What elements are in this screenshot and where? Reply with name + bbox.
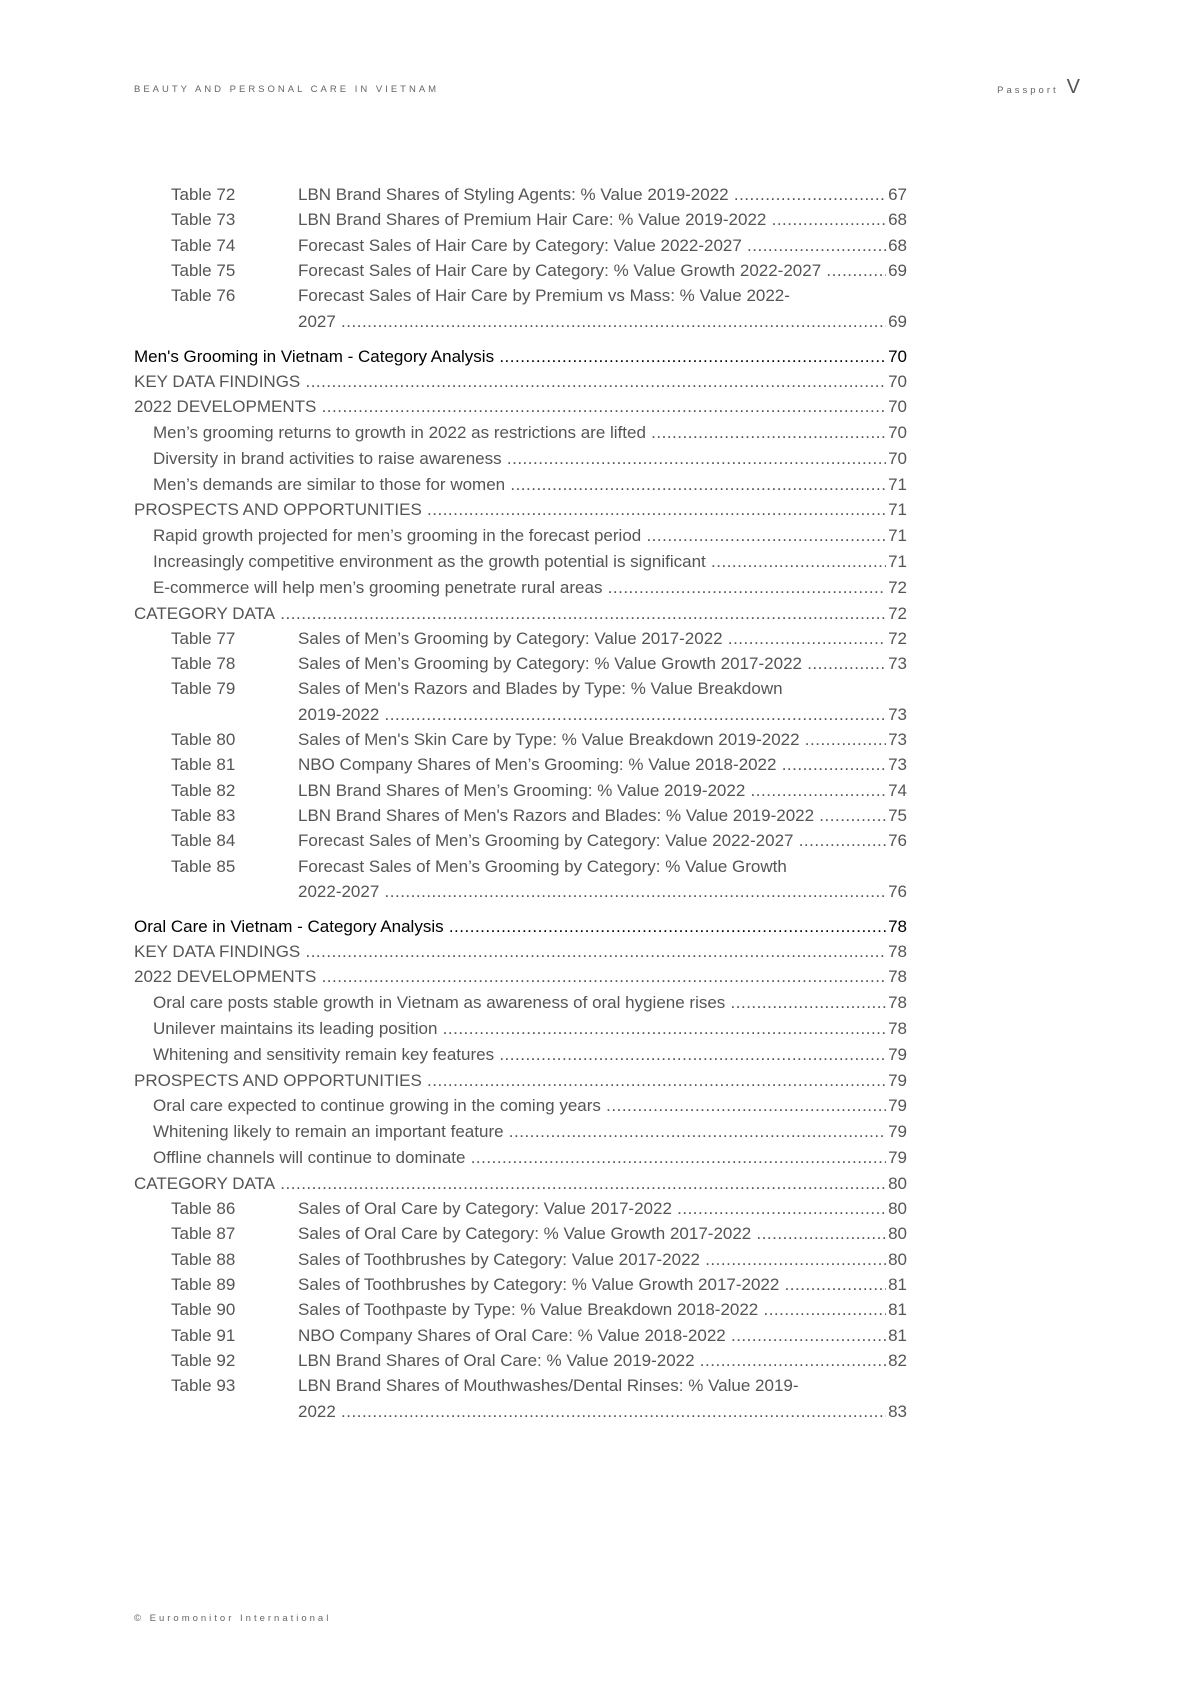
toc-entry-title: Men’s demands are similar to those for women .....	[153, 474, 886, 496]
toc-entry-page: 79	[888, 1122, 907, 1142]
running-header-brand	[997, 76, 1080, 99]
toc-entry[interactable]	[298, 184, 907, 206]
toc-entry-title: PROSPECTS AND OPPORTUNITIES .....	[134, 499, 886, 521]
toc-entry[interactable]	[298, 704, 907, 726]
toc-entry[interactable]	[298, 1325, 907, 1347]
toc-entry-page: 70	[888, 422, 907, 442]
toc-entry[interactable]	[134, 966, 907, 988]
table-number: Table 76	[171, 286, 236, 306]
table-number: Table 88	[171, 1249, 236, 1269]
toc-entry-page: 71	[888, 526, 907, 546]
toc-entry-title: Sales of Men’s Grooming by Category: % Value Growth 2017-2022 .....	[298, 653, 886, 675]
toc-entry[interactable]	[134, 1070, 907, 1092]
toc-entry-page: 78	[888, 1019, 907, 1038]
table-number: Table 81	[171, 755, 236, 775]
toc-entry[interactable]	[298, 805, 907, 827]
toc-entry-title: Whitening and sensitivity remain key features .....	[153, 1044, 886, 1066]
toc-entry-page: 70	[888, 371, 907, 391]
toc-entry[interactable]	[298, 780, 907, 802]
toc-entry-page: 78	[888, 916, 907, 936]
running-header-title: BEAUTY AND PERSONAL CARE IN VIETNAM	[134, 84, 440, 95]
toc-entry-page: 72	[888, 577, 907, 597]
toc-entry[interactable]	[153, 448, 907, 470]
toc-entry[interactable]	[298, 1401, 907, 1423]
toc-entry-title: 2019-2022 .....	[298, 704, 886, 726]
toc-entry[interactable]	[298, 1223, 907, 1245]
toc-entry-page: 81	[888, 1275, 907, 1294]
toc-entry[interactable]	[153, 551, 907, 573]
toc-entry-page: 79	[888, 1070, 907, 1090]
toc-entry-page: 69	[888, 311, 907, 331]
toc-entry-title: Whitening likely to remain an important feature .....	[153, 1121, 886, 1143]
toc-entry-title: Sales of Toothbrushes by Category: % Value Growth 2017-2022 .....	[298, 1274, 886, 1296]
toc-entry-page: 80	[888, 1249, 907, 1269]
toc-entry-title: Oral Care in Vietnam - Category Analysis .....	[134, 916, 886, 938]
table-number: Table 90	[171, 1300, 236, 1320]
toc-entry-page: 70	[888, 448, 907, 468]
toc-entry-title: PROSPECTS AND OPPORTUNITIES .....	[134, 1070, 886, 1092]
toc-entry-title: Oral care expected to continue growing in the coming years .....	[153, 1095, 886, 1117]
toc-entry-page: 79	[888, 1148, 907, 1167]
toc-entry-title: Forecast Sales of Men’s Grooming by Category: Value 2022-2027 .....	[298, 830, 886, 852]
toc-entry-page: 83	[888, 1401, 907, 1421]
toc-entry-page: 73	[888, 654, 907, 674]
toc-entry-page: 80	[888, 1173, 907, 1193]
toc-entry[interactable]	[153, 1121, 907, 1143]
toc-entry-title-line1: Forecast Sales of Hair Care by Premium vs Mass: % Value 2022-	[298, 286, 790, 306]
toc-entry-title: Unilever maintains its leading position .....	[153, 1018, 886, 1040]
toc-entry-title: LBN Brand Shares of Premium Hair Care: % Value 2019-2022 .....	[298, 209, 886, 231]
toc-entry-title: Forecast Sales of Hair Care by Category: Value 2022-2027 .....	[298, 235, 886, 257]
toc-entry-title: Increasingly competitive environment as the growth potential is significant .....	[153, 551, 886, 573]
toc-entry-page: 78	[888, 942, 907, 962]
toc-entry[interactable]	[298, 1198, 907, 1220]
toc-entry-title: E-commerce will help men’s grooming penetrate rural areas .....	[153, 577, 886, 599]
toc-entry-page: 76	[888, 831, 907, 851]
toc-entry-title: Men's Grooming in Vietnam - Category Analysis .....	[134, 346, 886, 368]
toc-entry-title: LBN Brand Shares of Oral Care: % Value 2019-2022 .....	[298, 1350, 886, 1372]
table-number: Table 78	[171, 654, 236, 674]
table-number: Table 89	[171, 1275, 236, 1294]
toc-entry[interactable]	[153, 992, 907, 1014]
toc-entry[interactable]	[153, 422, 907, 444]
toc-entry-page: 80	[888, 1224, 907, 1244]
toc-entry-page: 79	[888, 1044, 907, 1064]
toc-entry-page: 81	[888, 1300, 907, 1320]
toc-entry[interactable]	[153, 525, 907, 547]
toc-entry[interactable]	[298, 311, 907, 333]
toc-entry-page: 71	[888, 551, 907, 571]
toc-entry[interactable]	[134, 371, 907, 393]
table-number: Table 93	[171, 1376, 236, 1396]
page-number: V	[1066, 76, 1080, 98]
toc-entry-title: LBN Brand Shares of Men's Razors and Blades: % Value 2019-2022 .....	[298, 805, 886, 827]
toc-entry[interactable]	[134, 499, 907, 521]
toc-entry[interactable]	[153, 577, 907, 599]
toc-entry-title: 2022 DEVELOPMENTS .....	[134, 966, 886, 988]
toc-entry[interactable]	[298, 1274, 907, 1296]
toc-entry[interactable]	[153, 1044, 907, 1066]
toc-entry[interactable]	[134, 396, 907, 418]
table-number: Table 72	[171, 185, 236, 204]
toc-entry-title: NBO Company Shares of Oral Care: % Value 2018-2022 .....	[298, 1325, 886, 1347]
toc-entry[interactable]	[134, 346, 907, 368]
toc-entry-title: Men’s grooming returns to growth in 2022 as restrictions are lifted .....	[153, 422, 886, 444]
toc-entry[interactable]	[153, 474, 907, 496]
toc-entry-page: 71	[888, 500, 907, 520]
toc-entry-title: LBN Brand Shares of Styling Agents: % Value 2019-2022 .....	[298, 184, 886, 206]
toc-entry-page: 73	[888, 730, 907, 749]
toc-entry-page: 75	[888, 805, 907, 825]
toc-entry[interactable]	[298, 628, 907, 650]
toc-entry-page: 76	[888, 881, 907, 901]
toc-entry[interactable]	[153, 1147, 907, 1169]
toc-entry-title: Offline channels will continue to dominate .....	[153, 1147, 886, 1169]
toc-entry-page: 78	[888, 993, 907, 1013]
toc-entry-page: 68	[888, 210, 907, 230]
brand-label: Passport	[997, 85, 1059, 96]
toc-entry[interactable]	[298, 209, 907, 231]
table-number: Table 80	[171, 730, 236, 749]
toc-entry-title: KEY DATA FINDINGS .....	[134, 371, 886, 393]
toc-entry-title: NBO Company Shares of Men’s Grooming: % Value 2018-2022 .....	[298, 754, 886, 776]
toc-entry[interactable]	[153, 1018, 907, 1040]
toc-entry[interactable]	[298, 653, 907, 675]
toc-entry[interactable]	[298, 729, 907, 751]
toc-entry-page: 73	[888, 755, 907, 775]
toc-entry-page: 70	[888, 397, 907, 417]
table-number: Table 73	[171, 210, 236, 230]
toc-entry-title: Sales of Men’s Grooming by Category: Value 2017-2022 .....	[298, 628, 886, 650]
table-number: Table 85	[171, 856, 236, 876]
toc-entry[interactable]	[298, 1299, 907, 1321]
toc-entry[interactable]	[134, 941, 907, 963]
toc-entry-page: 74	[888, 780, 907, 800]
toc-entry-title: Sales of Oral Care by Category: % Value Growth 2017-2022 .....	[298, 1223, 886, 1245]
toc-entry-title: KEY DATA FINDINGS .....	[134, 941, 886, 963]
toc-entry[interactable]	[298, 1249, 907, 1271]
toc-entry-title: Sales of Toothbrushes by Category: Value 2017-2022 .....	[298, 1249, 886, 1271]
toc-entry[interactable]	[134, 1173, 907, 1195]
footer-copyright: © Euromonitor International	[134, 1613, 332, 1624]
toc-entry[interactable]	[153, 1095, 907, 1117]
toc-entry-title: Oral care posts stable growth in Vietnam as awareness of oral hygiene rises .....	[153, 992, 886, 1014]
toc-entry-title: Forecast Sales of Hair Care by Category: % Value Growth 2022-2027 .....	[298, 260, 886, 282]
toc-entry-page: 68	[888, 235, 907, 255]
toc-entry-title: CATEGORY DATA .....	[134, 603, 886, 625]
table-number: Table 79	[171, 679, 236, 699]
toc-entry-page: 71	[888, 474, 907, 494]
toc-entry-title: Sales of Toothpaste by Type: % Value Breakdown 2018-2022 .....	[298, 1299, 886, 1321]
toc-entry[interactable]	[298, 1350, 907, 1372]
toc-entry-page: 82	[888, 1350, 907, 1370]
table-number: Table 91	[171, 1325, 236, 1345]
toc-entry-page: 81	[888, 1325, 907, 1345]
toc-entry-title: 2022-2027 .....	[298, 881, 886, 903]
toc-entry-page: 80	[888, 1199, 907, 1219]
toc-entry[interactable]	[134, 603, 907, 625]
toc-entry-page: 73	[888, 704, 907, 724]
table-number: Table 83	[171, 805, 236, 825]
toc-entry-title-line1: Forecast Sales of Men’s Grooming by Category: % Value Growth	[298, 856, 787, 876]
toc-entry-page: 72	[888, 603, 907, 623]
toc-entry-title: LBN Brand Shares of Men’s Grooming: % Value 2019-2022 .....	[298, 780, 886, 802]
table-number: Table 77	[171, 628, 236, 648]
toc-entry-page: 67	[888, 185, 907, 204]
toc-entry[interactable]	[298, 754, 907, 776]
toc-entry-title: Sales of Oral Care by Category: Value 2017-2022 .....	[298, 1198, 886, 1220]
table-number: Table 84	[171, 831, 236, 851]
toc-entry-page: 70	[888, 346, 907, 366]
toc-entry-title-line1: LBN Brand Shares of Mouthwashes/Dental Rinses: % Value 2019-	[298, 1376, 799, 1396]
table-number: Table 87	[171, 1224, 236, 1244]
table-number: Table 92	[171, 1350, 236, 1370]
toc-entry-title: 2022 .....	[298, 1401, 886, 1423]
toc-entry[interactable]	[298, 830, 907, 852]
toc-entry-page: 79	[888, 1096, 907, 1116]
toc-entry-title: Diversity in brand activities to raise awareness .....	[153, 448, 886, 470]
toc-entry[interactable]	[298, 260, 907, 282]
toc-entry-page: 69	[888, 260, 907, 280]
table-number: Table 74	[171, 235, 236, 255]
toc-entry-title: Rapid growth projected for men’s grooming in the forecast period .....	[153, 525, 886, 547]
toc-entry-title: Sales of Men's Skin Care by Type: % Value Breakdown 2019-2022 .....	[298, 729, 886, 751]
toc-entry-title: CATEGORY DATA .....	[134, 1173, 886, 1195]
toc-entry-title-line1: Sales of Men's Razors and Blades by Type: % Value Breakdown	[298, 679, 783, 699]
toc-entry[interactable]	[298, 881, 907, 903]
toc-entry-page: 78	[888, 967, 907, 987]
toc-entry[interactable]	[298, 235, 907, 257]
toc-entry[interactable]	[134, 916, 907, 938]
table-number: Table 86	[171, 1199, 236, 1219]
toc-entry-page: 72	[888, 628, 907, 648]
table-number: Table 75	[171, 260, 236, 280]
toc-entry-title: 2027 .....	[298, 311, 886, 333]
table-number: Table 82	[171, 780, 236, 800]
toc-entry-title: 2022 DEVELOPMENTS .....	[134, 396, 886, 418]
